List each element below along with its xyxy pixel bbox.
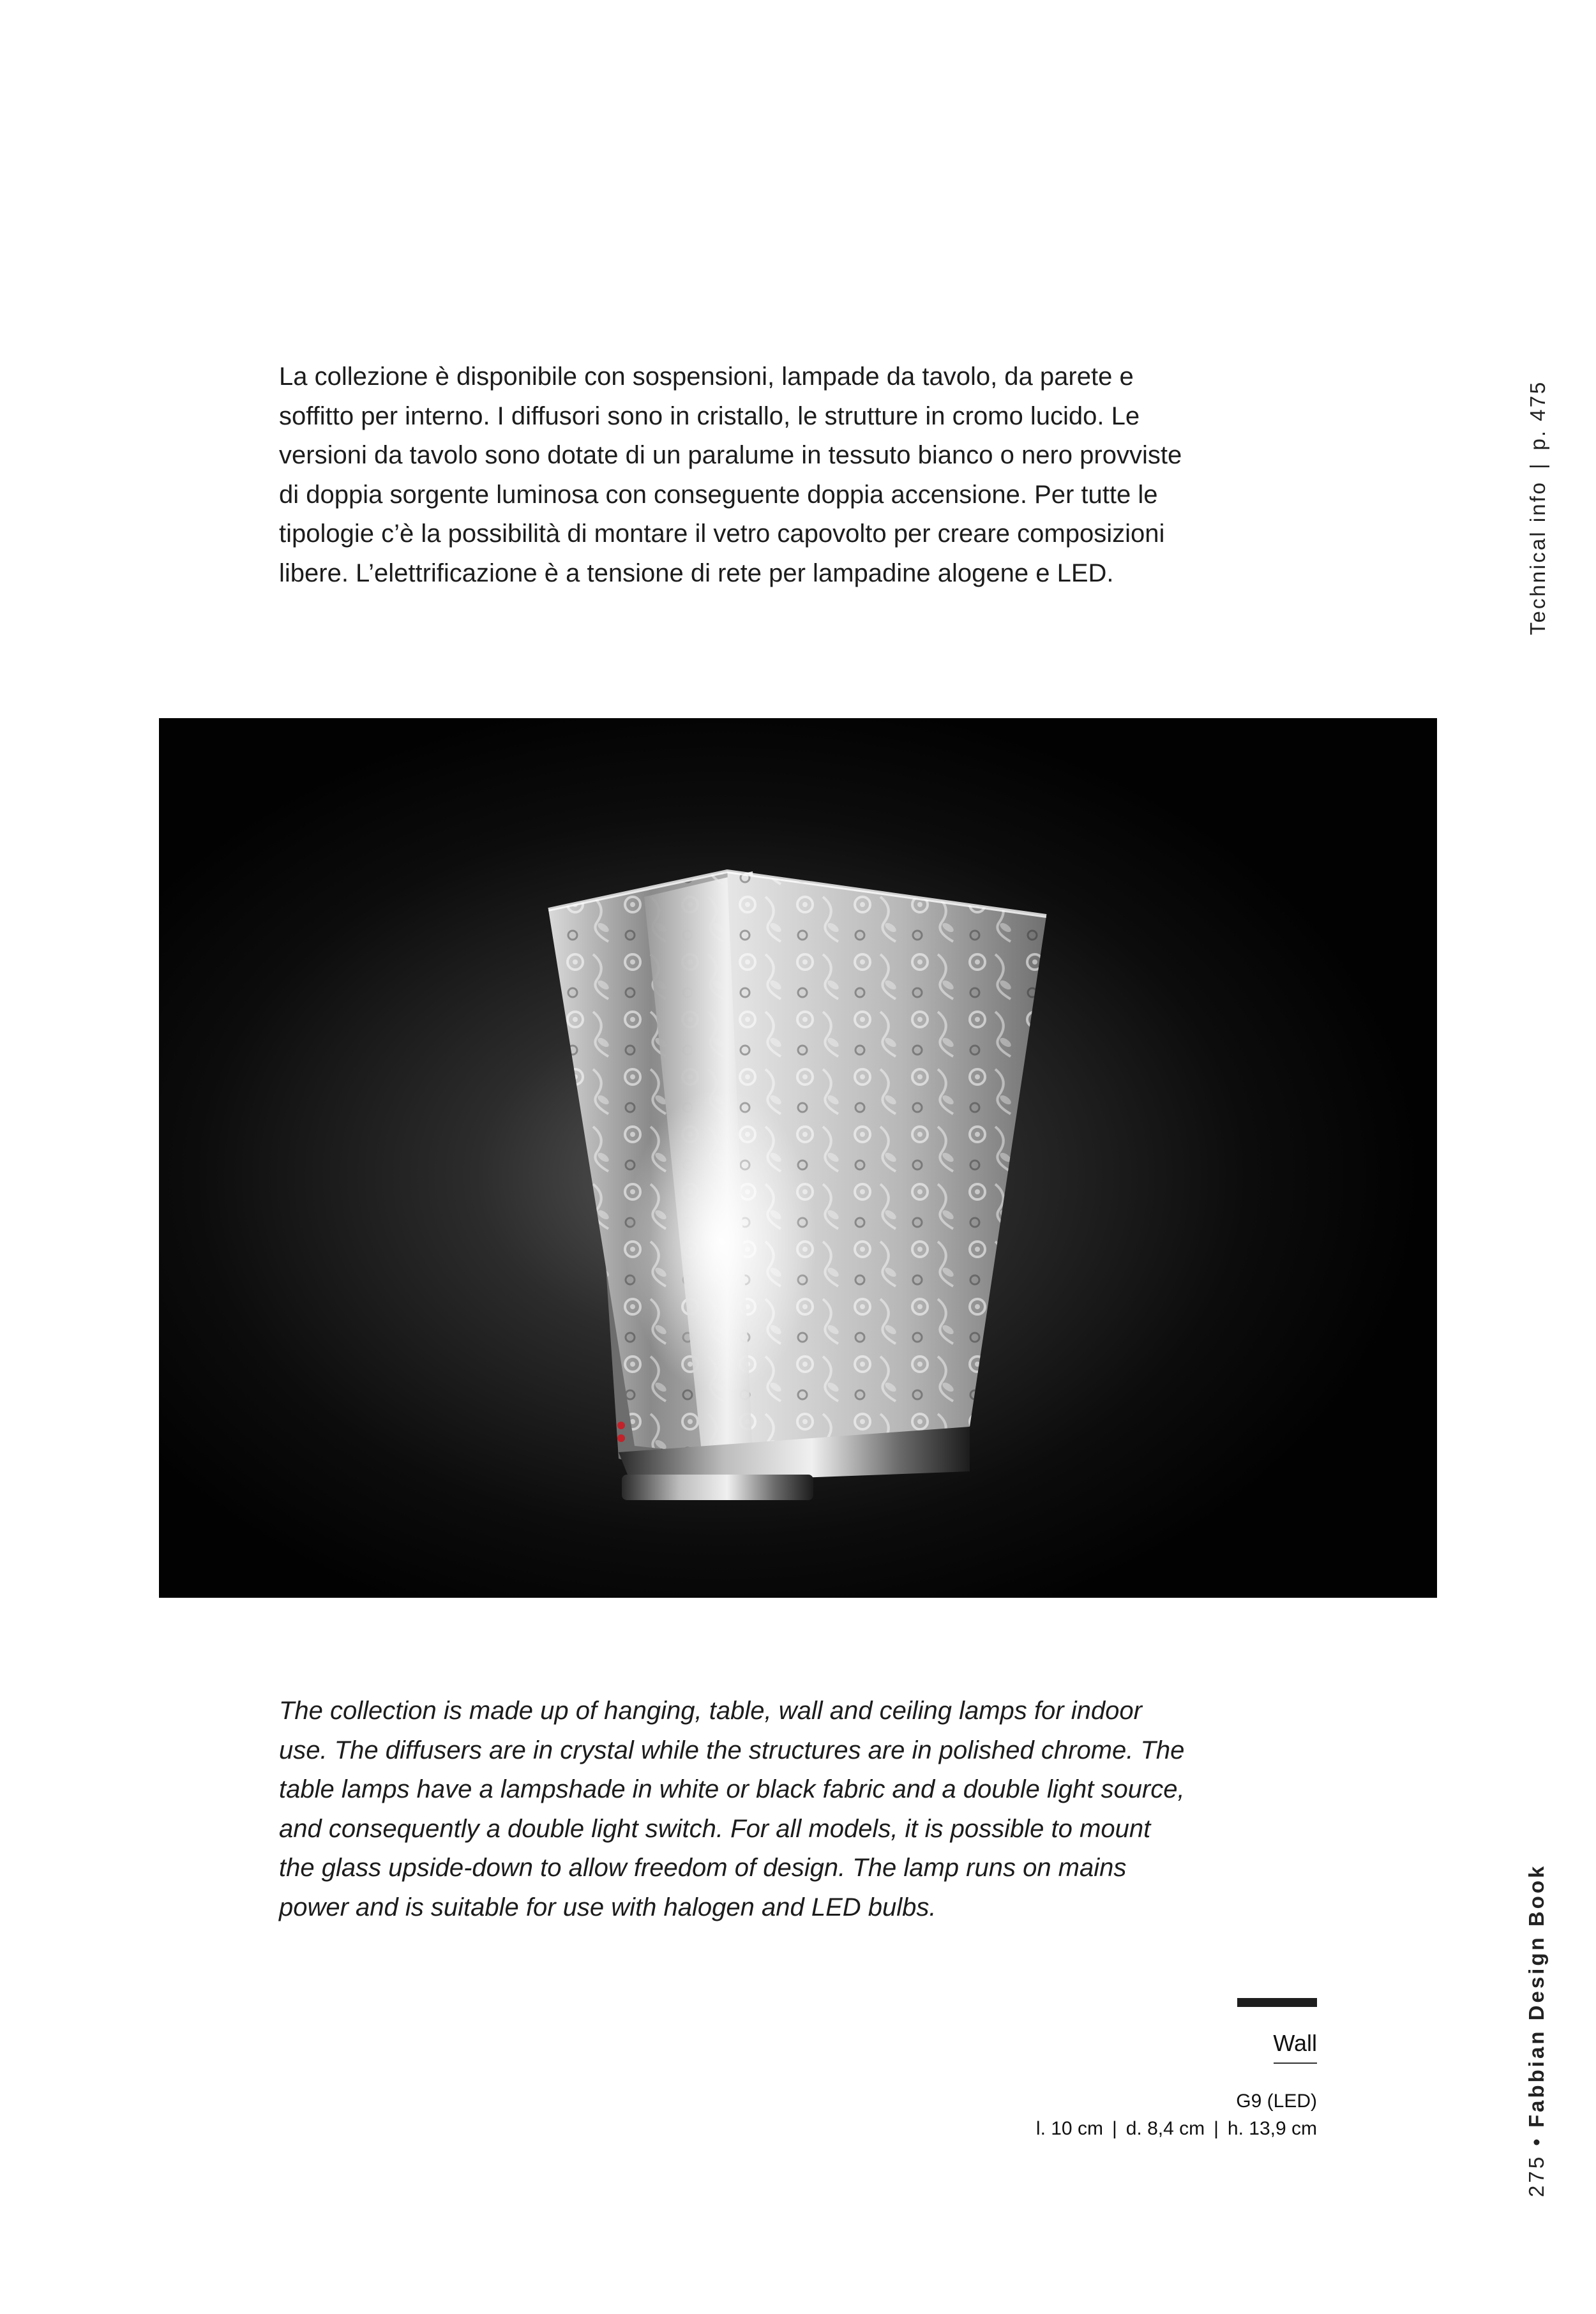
bullet: • — [1524, 2136, 1548, 2146]
separator: | — [1111, 2118, 1117, 2139]
spec-divider — [1274, 2062, 1317, 2064]
spec-depth: d. 8,4 cm — [1125, 2118, 1205, 2139]
product-photo — [159, 718, 1437, 1598]
separator: | — [1214, 2118, 1219, 2139]
separator: | — [1526, 462, 1549, 470]
spec-height: h. 13,9 cm — [1227, 2118, 1317, 2139]
technical-info-reference — [1526, 380, 1550, 635]
spec-dimensions — [1036, 2118, 1317, 2140]
description-italian: La collezione è disponibile con sospensioni, lampade da tavolo, da parete e soffitto per interno. I diffusori sono in cristallo, le strutture in cromo lucido. Le versioni da tavolo sono dotate di un paralume in tessuto bianco o nero provviste di doppia sorgente luminosa con conseguente doppia accensione. Per tutte le tipologie c’è la possibilità di montare il vetro capovolto per creare composizioni libere. L’elettrificazione è a tensione di rete per lampadine alogene e LED. — [279, 363, 1182, 587]
page-number: 275 — [1524, 2154, 1548, 2197]
description-english: The collection is made up of hanging, table, wall and ceiling lamps for indoor use. The diffusers are in crystal while the structures are in polished chrome. The table lamps have a lampshade in white or black fabric and a double light source, and consequently a double light switch. For all models, it is possible to mount the glass upside-down to allow freedom of design. The lamp runs on mains power and is suitable for use with halogen and LED bulbs. — [279, 1697, 1185, 1921]
spec-bulb: G9 (LED) — [1236, 2091, 1317, 2112]
book-title: Fabbian Design Book — [1524, 1863, 1548, 2128]
spec-category: Wall — [1273, 2030, 1317, 2056]
technical-info-page: p. 475 — [1526, 380, 1549, 451]
technical-info-label: Technical info — [1526, 481, 1549, 635]
page-footer — [1524, 1864, 1549, 2197]
wall-lamp-image — [159, 718, 1437, 1598]
spec-accent-bar — [1237, 1998, 1317, 2007]
spec-length: l. 10 cm — [1035, 2118, 1103, 2139]
